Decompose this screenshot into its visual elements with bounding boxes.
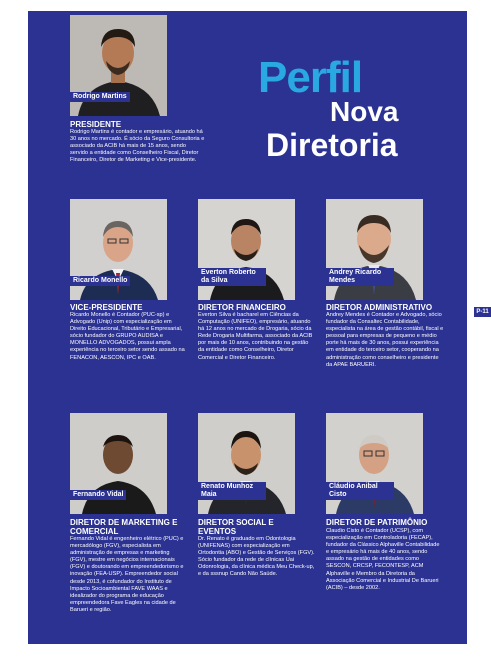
member-role-vice-president: VICE-PRESIDENTE: [70, 303, 143, 312]
member-name-tag: Rodrigo Martins: [70, 92, 130, 102]
member-role-financial-director: DIRETOR FINANCEIRO: [198, 303, 286, 312]
member-photo-marketing-director: [70, 413, 167, 514]
member-name-tag: Fernando Vidal: [70, 490, 126, 500]
member-bio-financial-director: Everton Silva é bacharel em Ciências da Computação (UNIFEO), empresário, atuando há 12 anos no mercado de Drogaria, sócio da Rede Drogaria Multifarma, associado da ACIB por mais de 10 anos, contribuindo na gestão da entidade como Conselheiro, Diretor Comercial e Diretor Financeiro.: [198, 312, 313, 361]
member-role-marketing-director: DIRETOR DE MARKETING E COMERCIAL: [70, 518, 178, 536]
member-bio-social-director: Dr. Renato é graduado em Odontologia (UNIFENAS) com especialização em Ortodontia (ABO) e Gestão de Serviços (FGV). Sócio fundador da rede de clínicas Uai Odonrologia, da clínica médica Meu Check-up, e da sssnup Cando Não Saúde.: [198, 536, 315, 578]
member-photo-social-director: [198, 413, 295, 514]
member-name-tag: Everton Roberto da Silva: [198, 268, 266, 286]
member-bio-president: Rodrigo Martins é contador e empresário, atuando há 30 anos no mercado. É sócio da Seguro Consultoria e associado da ACIB há mais de 15 anos, sendo servido a entidade como Conselheiro Fiscal, Diretor Financeiro, Diretor de Marketing e Vice-presidente.: [70, 129, 205, 164]
member-bio-administrative-director: Andrey Mendes é Contador e Advogado, sócio fundador da Consaltec Contabilidade, especialista na área de gestão contábil, fiscal e pessoal para empresas de pequeno e médio porte há mais de 30 anos, possui experiência em entidade do terceiro setor, cooperando na administração como conselheiro e presidente da APAE BARUERI.: [326, 312, 444, 368]
member-role-heritage-director: DIRETOR DE PATRIMÔNIO: [326, 518, 428, 527]
member-photo-administrative-director: [326, 199, 423, 300]
member-photo-heritage-director: [326, 413, 423, 514]
member-name-tag: Renato Munhoz Maia: [198, 482, 266, 500]
member-name-tag: Ricardo Monello: [70, 276, 130, 286]
member-photo-vice-president: [70, 199, 167, 300]
title-diretoria: Diretoria: [266, 127, 398, 163]
member-photo-president: [70, 15, 167, 116]
title-perfil: Perfil: [258, 53, 363, 102]
member-role-social-director: DIRETOR SOCIAL E EVENTOS: [198, 518, 274, 536]
member-bio-marketing-director: Fernando Vidal é engenheiro elétrico (PUC) e mercadólogo (FGV), especialista em administração de empresas e marketing (FGV), mestre em negócios internacionais (FGV) e doutorando em empreendedorismo e inovação (FEA-USP). Empreendedor social desde 2013, é cofundador do Instituto de Impacto Socioambiental FAVE WAAS e idealizador do programa de educação empreendedora Fave Eagles na cidade de Barueri e região.: [70, 536, 184, 613]
member-name-tag: Andrey Ricardo Mendes: [326, 268, 394, 286]
page-number: P-11: [474, 307, 491, 317]
title-nova: Nova: [330, 96, 399, 127]
member-bio-vice-president: Ricardo Monello é Contador (PUC-sp) e Advogado (Unip) com especialização em Direito Educacional, Tributário e Empresarial, sócio fundador do GRUPO AUDISA e MONELLO ADVOGADOS, possui ampla experiência no terceiro setor sendo assado na FENACON, AESCON, IPC e OAB.: [70, 312, 185, 361]
member-role-president: PRESIDENTE: [70, 120, 122, 129]
member-photo-financial-director: [198, 199, 295, 300]
member-name-tag: Cláudio Anibal Cisto: [326, 482, 394, 500]
member-bio-heritage-director: Claudio Cisto é Contador (UCSP), com especialização em Controladoria (FECAP), fundador da Clássico Alphaville Contabilidade e empresário há mais de 40 anos, sendo assado na gestão de entidades como SESCON, CRCSP, FECONTESP, ACM Alphaville e Membro da Diretoria da Associação Comercial e Industrial De Barueri (ACIB) – desde 2002.: [326, 528, 440, 591]
member-role-administrative-director: DIRETOR ADMINISTRATIVO: [326, 303, 433, 312]
